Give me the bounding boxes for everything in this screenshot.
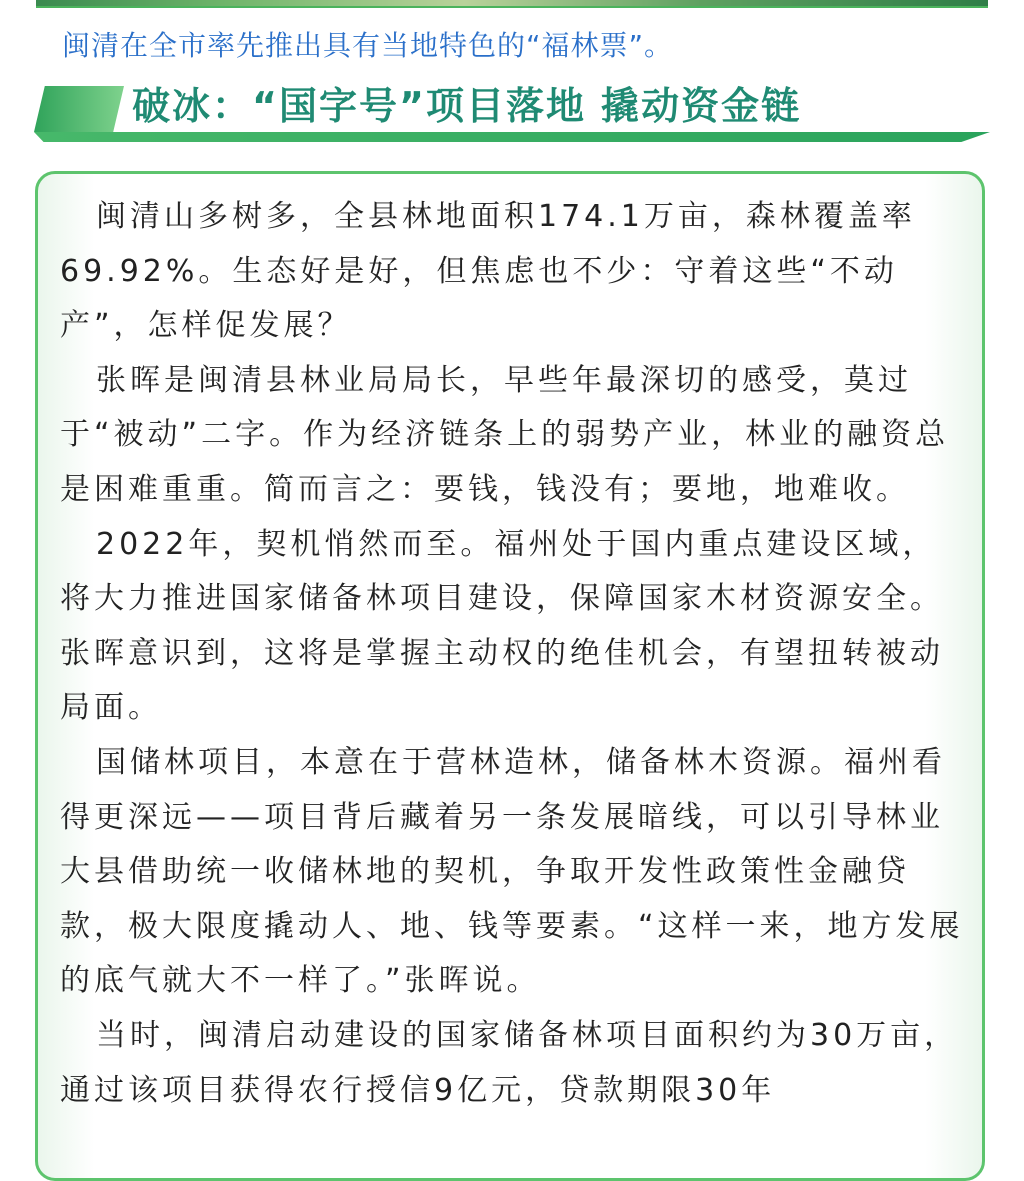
article-paragraph: 闽清山多树多，全县林地面积174.1万亩，森林覆盖率69.92%。生态好是好，但焦虑也不少：守着这些“不动产”，怎样促发展？ (60, 199, 916, 344)
top-photo-strip (36, 0, 988, 8)
header-accent-tab (34, 86, 124, 132)
section-header (34, 78, 990, 146)
article-paragraph: 当时，闽清启动建设的国家储备林项目面积约为30万亩，通过该项目获得农行授信9亿元，贷款期限30年 (60, 1017, 959, 1108)
photo-caption: 闽清在全市率先推出具有当地特色的“福林票”。 (62, 29, 674, 62)
article-paragraph: 2022年，契机悄然而至。福州处于国内重点建设区域，将大力推进国家储备林项目建设，保障国家木材资源安全。张晖意识到，这将是掌握主动权的绝佳机会，有望扭转被动局面。 (60, 526, 944, 726)
section-title: 破冰：“国字号”项目落地 撬动资金链 (132, 84, 802, 128)
article-body (60, 190, 964, 1118)
article-paragraph: 张晖是闽清县林业局局长，早些年最深切的感受，莫过于“被动”二字。作为经济链条上的弱势产业，林业的融资总是困难重重。简而言之：要钱，钱没有；要地，地难收。 (60, 362, 950, 507)
article-paragraph: 国储林项目，本意在于营林造林，储备林木资源。福州看得更深远——项目背后藏着另一条发展暗线，可以引导林业大县借助统一收储林地的契机，争取开发性政策性金融贷款，极大限度撬动人、地、钱等要素。“这样一来，地方发展的底气就大不一样了。”张晖说。 (60, 744, 964, 999)
header-underline (34, 132, 990, 142)
